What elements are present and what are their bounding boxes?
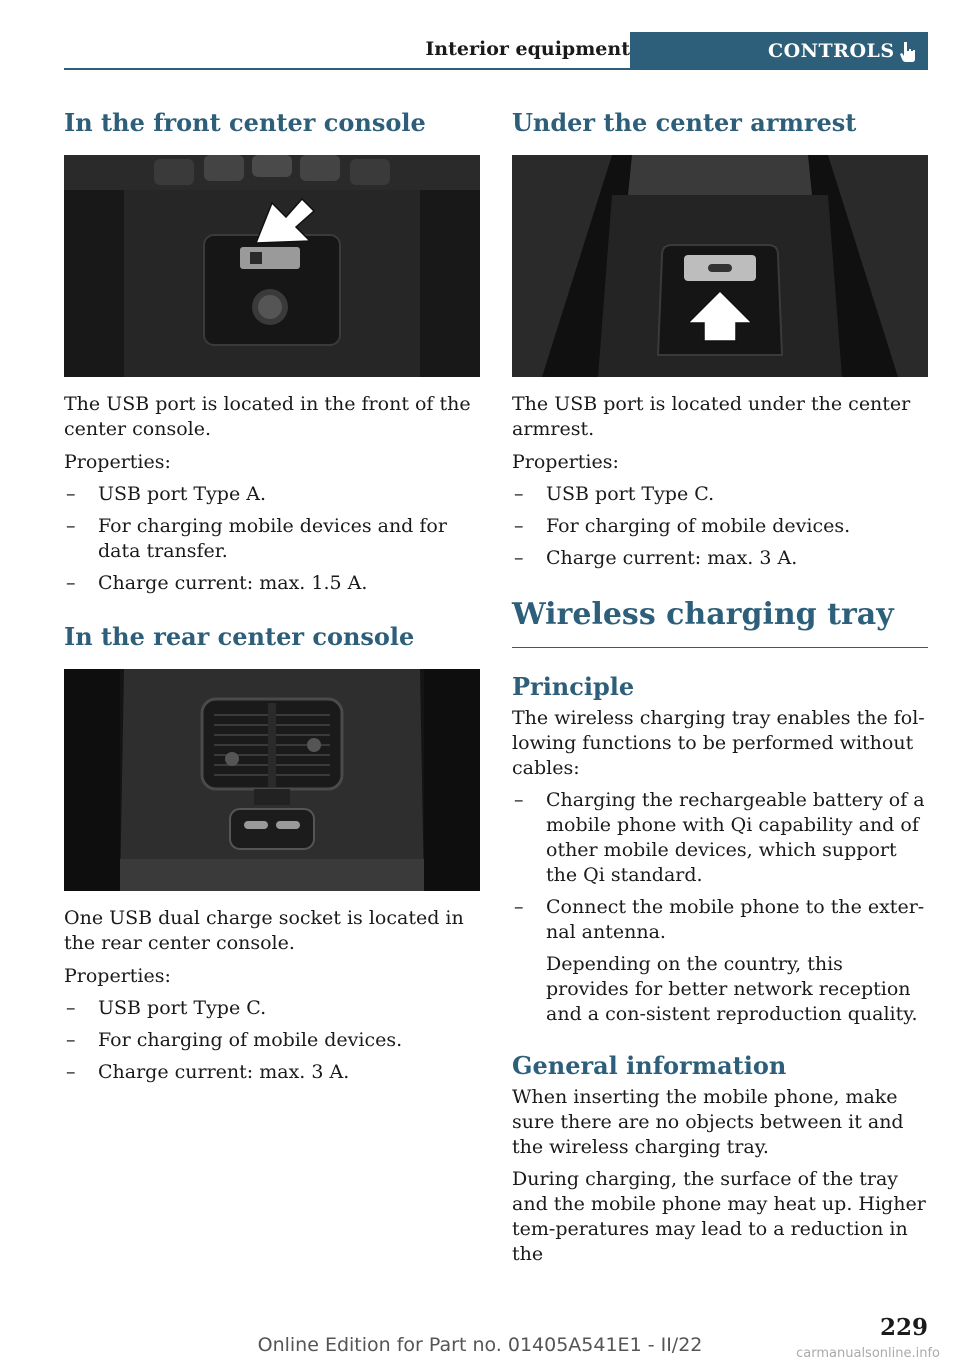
list-item: – USB port Type C. bbox=[64, 996, 480, 1021]
principle-heading: Principle bbox=[512, 672, 635, 701]
wireless-functions-list bbox=[512, 788, 928, 945]
front-console-properties-list bbox=[64, 482, 480, 596]
hand-pointer-icon bbox=[896, 40, 918, 64]
rear-console-properties-list bbox=[64, 996, 480, 1085]
list-item: – USB port Type A. bbox=[64, 482, 480, 507]
list-item: – Charge current: max. 3 A. bbox=[64, 1060, 480, 1085]
header-rule bbox=[64, 68, 928, 70]
antenna-note: Depending on the country, this provides for better network reception and a con-sistent reproduction quality. bbox=[546, 953, 918, 1025]
rear-console-properties-label: Properties: bbox=[64, 965, 171, 987]
general-info-paragraph-2: During charging, the surface of the tray and the mobile phone may heat up. Higher tem-peratures may lead to a reduction in the bbox=[512, 1168, 926, 1265]
front-console-photo bbox=[64, 155, 480, 377]
front-console-properties-label: Properties: bbox=[64, 451, 171, 473]
list-item: – Charging the rechargeable battery of a mobile phone with Qi capability and of other mobile devices, which support the Qi standard. bbox=[512, 788, 928, 888]
header-chapter-title: CONTROLS bbox=[768, 40, 895, 62]
general-info-paragraph-1: When inserting the mobile phone, make sure there are no objects between it and the wireless charging tray. bbox=[512, 1086, 904, 1158]
header-section-title: Interior equipment bbox=[425, 38, 630, 60]
header-chapter-tab bbox=[630, 32, 928, 70]
armrest-properties-list bbox=[512, 482, 928, 571]
rear-console-heading: In the rear center console bbox=[64, 622, 415, 651]
list-item: – For charging mobile devices and for data transfer. bbox=[64, 514, 480, 564]
list-item: – Charge current: max. 3 A. bbox=[512, 546, 928, 571]
left-column bbox=[64, 108, 480, 1085]
armrest-photo bbox=[512, 155, 928, 377]
right-column bbox=[512, 108, 928, 1267]
armrest-description: The USB port is located under the center armrest. bbox=[512, 393, 911, 440]
front-console-heading: In the front center console bbox=[64, 108, 426, 137]
armrest-heading: Under the center armrest bbox=[512, 108, 857, 137]
list-item: – Connect the mobile phone to the exter-nal antenna. bbox=[512, 895, 928, 945]
page-number: 229 bbox=[879, 1314, 928, 1341]
watermark: carmanualsonline.info bbox=[796, 1346, 940, 1361]
rear-console-photo bbox=[64, 669, 480, 891]
list-item: – USB port Type C. bbox=[512, 482, 928, 507]
armrest-properties-label: Properties: bbox=[512, 451, 619, 473]
general-info-heading: General information bbox=[512, 1051, 787, 1080]
edition-footer: Online Edition for Part no. 01405A541E1 - II/22 bbox=[257, 1334, 703, 1356]
front-console-description: The USB port is located in the front of the center console. bbox=[64, 393, 471, 440]
page-header bbox=[64, 32, 928, 70]
list-item: – Charge current: max. 1.5 A. bbox=[64, 571, 480, 596]
wireless-charging-heading: Wireless charging tray bbox=[512, 597, 928, 648]
rear-console-description: One USB dual charge socket is located in the rear center console. bbox=[64, 907, 464, 954]
list-item: – For charging of mobile devices. bbox=[512, 514, 928, 539]
list-item: – For charging of mobile devices. bbox=[64, 1028, 480, 1053]
principle-text: The wireless charging tray enables the fol-lowing functions to be performed without cables: bbox=[512, 707, 925, 779]
